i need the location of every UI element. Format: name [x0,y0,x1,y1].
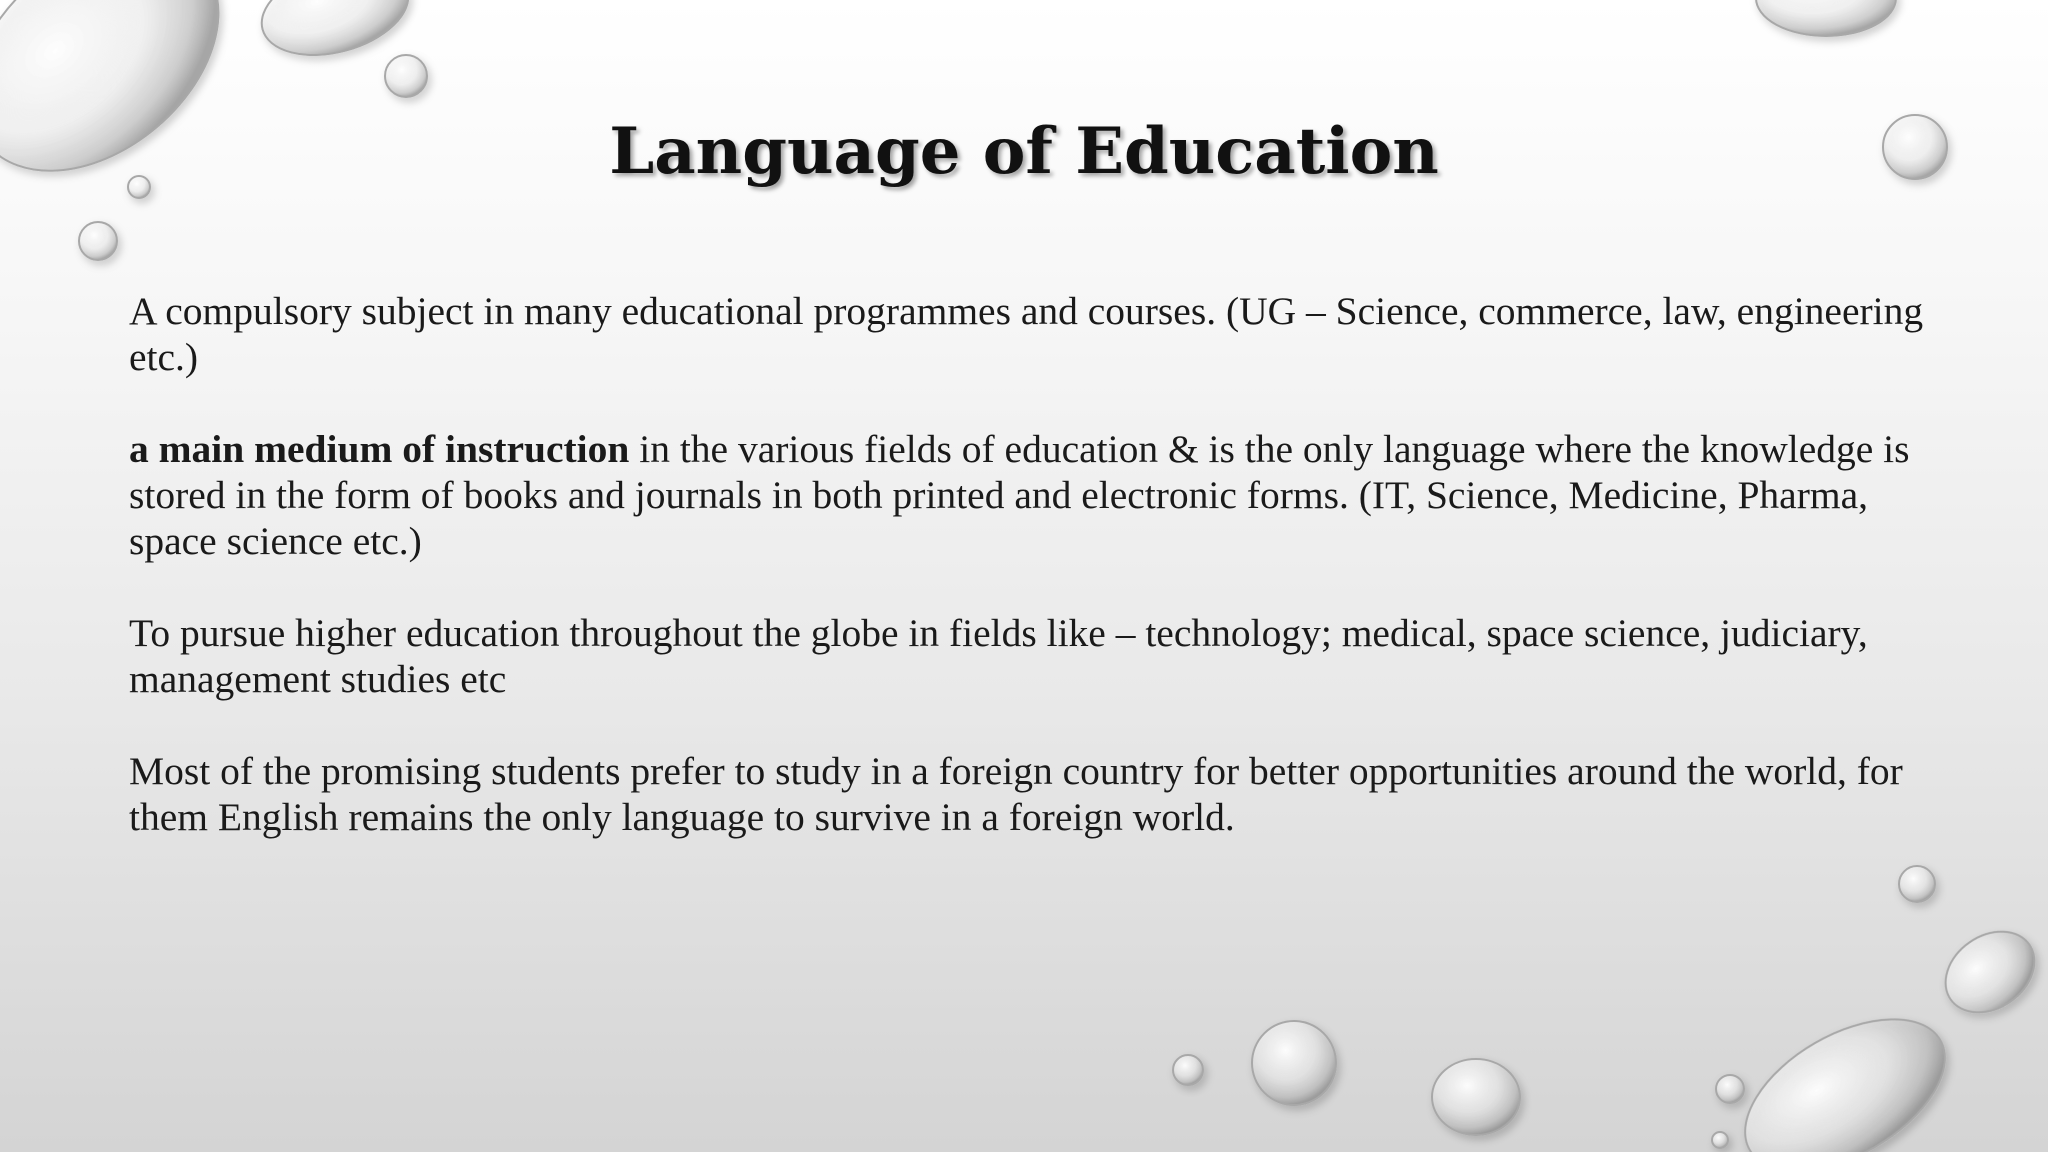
bullet-paragraph-3 [129,610,1959,702]
droplet [1252,1021,1336,1105]
paragraph-bold-lead: a main medium of instruction [129,427,630,471]
droplet [79,222,117,260]
droplet [1432,1059,1520,1135]
paragraph-text: A compulsory subject in many educational programmes and courses. (UG – Science, commerce, law, engineering etc.) [129,289,1924,379]
droplet [385,55,427,97]
paragraph-text: To pursue higher education throughout the globe in fields like – technology; medical, space science, judiciary, management studies etc [129,611,1868,701]
droplet [1712,1132,1728,1148]
droplet [1716,1075,1744,1103]
bullet-paragraph-1 [129,288,1959,380]
droplet [1756,0,1896,36]
slide-body [129,288,1959,886]
droplet [1173,1055,1203,1085]
bullet-paragraph-2 [129,426,1959,564]
slide-title: Language of Education [609,114,1439,189]
paragraph-text: Most of the promising students prefer to study in a foreign country for better opportunities around the world, for them English remains the only language to survive in a foreign world. [129,749,1903,839]
droplet [1720,988,1971,1152]
bullet-paragraph-4 [129,748,1959,840]
droplet [1930,915,2048,1029]
paragraph-text: in the various fields of education & is the only language where the knowledge is stored in the form of books and journals in both printed and electronic forms. (IT, Science, Medicine, Pharma, space science etc.) [129,427,1910,563]
